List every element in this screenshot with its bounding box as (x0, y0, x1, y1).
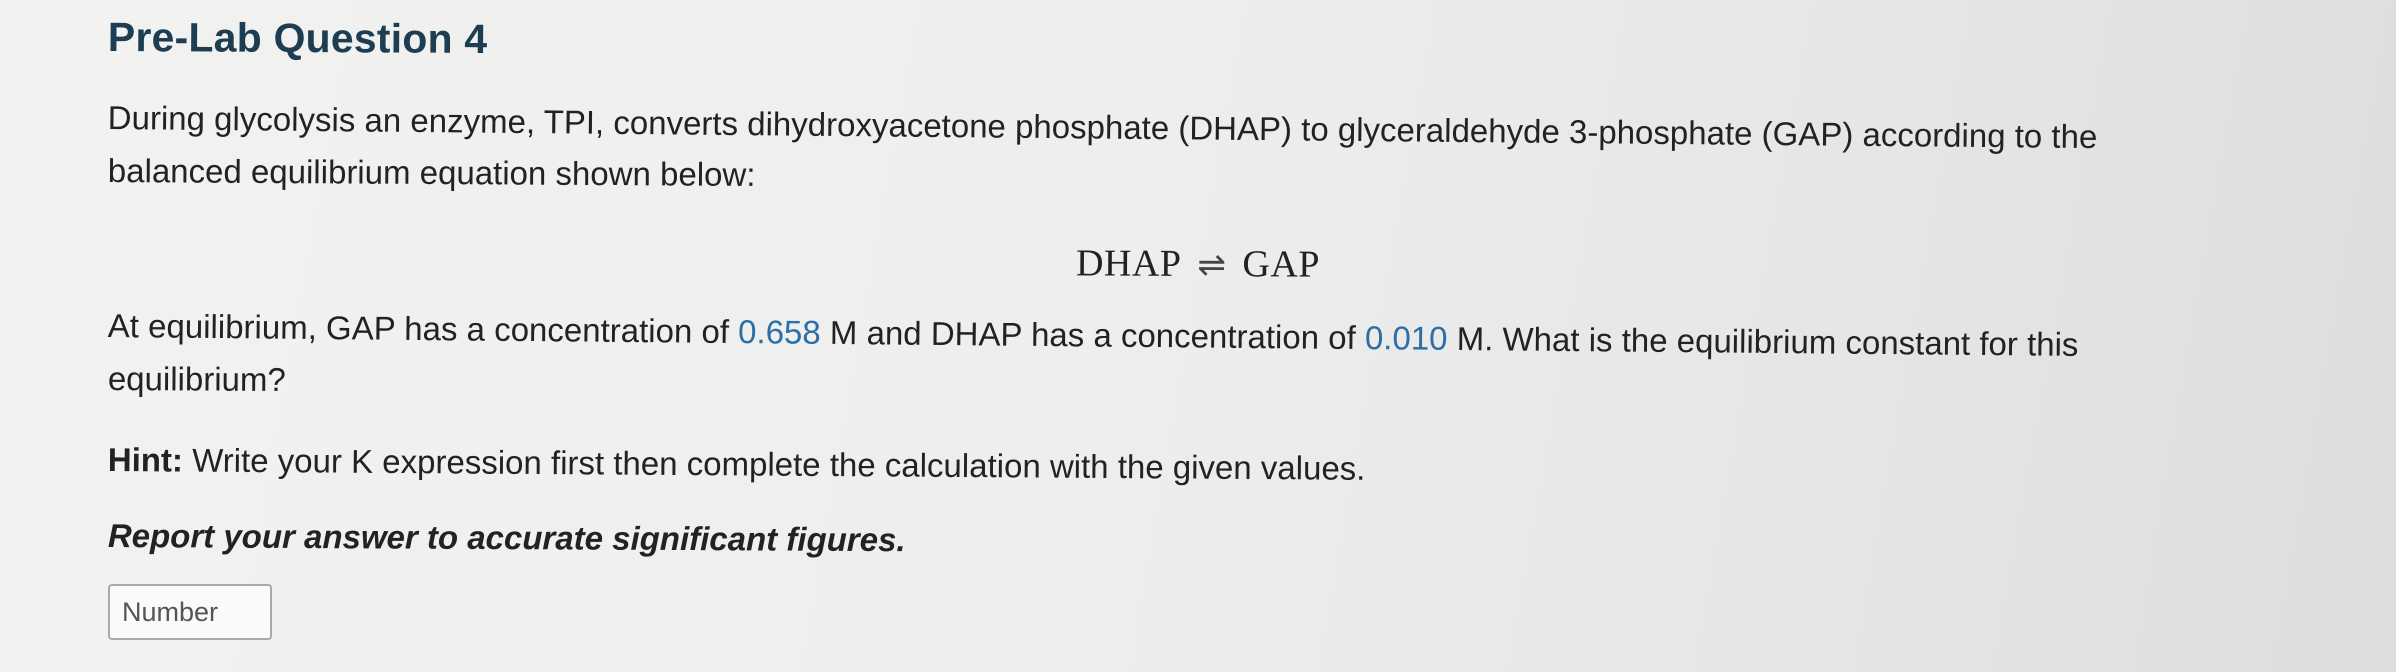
equilibrium-arrow-icon: ⇌ (1197, 246, 1227, 285)
equilibrium-text-part1: At equilibrium, GAP has a concentration of (107, 306, 739, 351)
report-instruction: Report your answer to accurate significant figures. (107, 516, 906, 559)
dhap-concentration-value: 0.010 (1364, 319, 1448, 357)
intro-text-line2: balanced equilibrium equation shown below: (107, 151, 756, 193)
question-title: Pre-Lab Question 4 (107, 14, 488, 62)
hint-text (108, 437, 1366, 492)
equilibrium-text-line2: equilibrium? (107, 359, 286, 398)
intro-text-line1: During glycolysis an enzyme, TPI, converts dihydroxyacetone phosphate (DHAP) to glyceraldehyde 3-phosphate (GAP) according to the (107, 98, 2098, 156)
equilibrium-equation (1076, 241, 1320, 286)
equilibrium-text-line1 (108, 303, 2079, 368)
hint-body: Write your K expression first then complete the calculation with the given values. (182, 441, 1366, 487)
equilibrium-text-part3: M. What is the equilibrium constant for this (1447, 319, 2079, 363)
hint-label: Hint: (107, 440, 184, 479)
equation-product: GAP (1242, 243, 1321, 286)
answer-number-input[interactable] (108, 584, 272, 640)
equation-reactant: DHAP (1075, 242, 1182, 285)
gap-concentration-value: 0.658 (737, 313, 821, 351)
equilibrium-text-part2: M and DHAP has a concentration of (820, 313, 1366, 357)
